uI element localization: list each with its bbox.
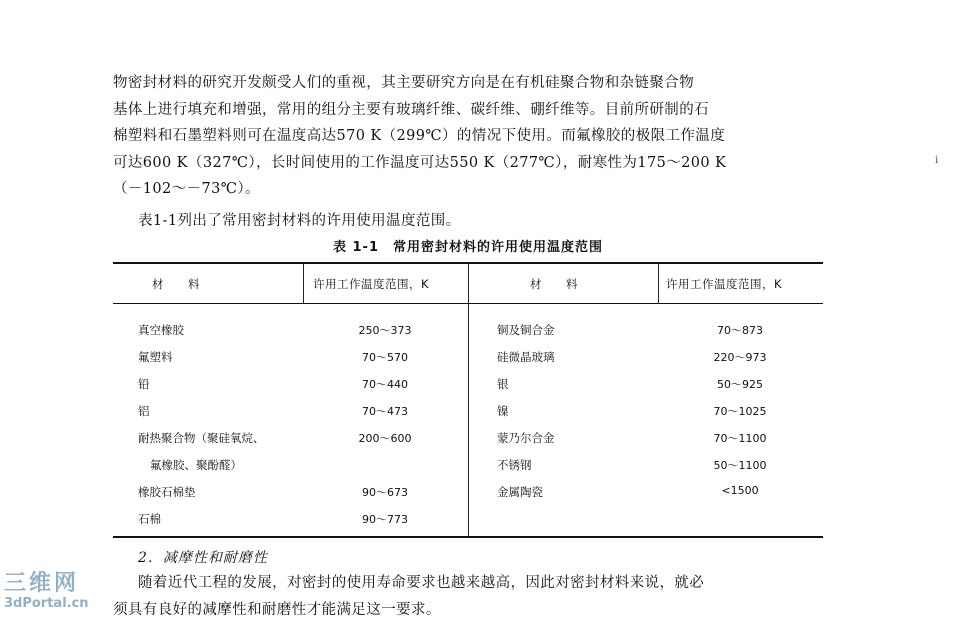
header-range-right: 许用工作温度范围，K	[666, 277, 783, 291]
table-cell-material: 金属陶瓷	[497, 485, 543, 499]
table-cell-range: 70～473	[362, 405, 408, 418]
column-divider	[658, 264, 659, 304]
center-divider	[468, 264, 469, 536]
paragraph-line: 须具有良好的减摩性和耐磨性才能满足这一要求。	[113, 601, 441, 618]
table-cell-range: 70～1100	[713, 432, 767, 445]
table-cell-material: 铝	[138, 404, 150, 418]
paragraph-line: 物密封材料的研究开发颇受人们的重视，其主要研究方向是在有机硅聚合物和杂链聚合物	[113, 75, 695, 91]
table-cell-range: 50～1100	[713, 459, 767, 472]
header-range-left: 许用工作温度范围，K	[313, 277, 430, 291]
watermark-title: 三维网	[4, 571, 80, 596]
table-cell-range: 70～1025	[713, 405, 767, 418]
table-cell-material: 镍	[497, 404, 509, 418]
table-cell-range: 70～570	[362, 351, 408, 364]
table-cell-range: 50～925	[717, 378, 763, 391]
table-cell-material: 铜及铜合金	[497, 323, 555, 337]
table-cell-material: 银	[497, 377, 509, 391]
section-heading: 2．减摩性和耐磨性	[138, 550, 268, 566]
header-material-left: 材 料	[152, 277, 200, 291]
paragraph-line: 基体上进行填充和增强，常用的组分主要有玻璃纤维、碳纤维、硼纤维等。目前所研制的石	[113, 101, 709, 118]
watermark-logo	[4, 572, 100, 612]
table-cell-range: 90～673	[362, 486, 408, 499]
table-cell-range: 70～873	[717, 324, 763, 337]
table-title: 表 1-1 常用密封材料的许用使用温度范围	[332, 240, 603, 255]
table-cell-range: 220～973	[713, 351, 767, 364]
paragraph-line: （－102～－73℃）。	[113, 181, 260, 197]
body-paragraph-1	[113, 70, 833, 203]
table-cell-material: 橡胶石棉垫	[138, 485, 196, 499]
table-cell-material: 氟橡胶、聚酚醛）	[150, 458, 242, 472]
body-paragraph-2: 表1-1列出了常用密封材料的许用使用温度范围。	[138, 213, 461, 229]
table-cell-range: <1500	[721, 484, 759, 497]
table-cell-material: 不锈钢	[497, 458, 532, 472]
table-cell-material: 铅	[138, 377, 150, 391]
table-cell-range: 250～373	[358, 324, 412, 337]
paragraph-line: 棉塑料和石墨塑料则可在温度高达570 K（299℃）的情况下使用。而氟橡胶的极限工作温度	[113, 128, 726, 144]
table-cell-range: 90～773	[362, 513, 408, 526]
table-cell-material: 蒙乃尔合金	[497, 431, 555, 445]
paragraph-line: 可达600 K（327℃），长时间使用的工作温度可达550 K（277℃），耐寒性为175～200 K	[113, 154, 727, 171]
table-cell-material: 耐热聚合物（聚硅氧烷、	[138, 431, 265, 445]
table-cell-range: 200～600	[358, 432, 412, 445]
table-cell-material: 硅微晶玻璃	[497, 350, 555, 364]
body-paragraph-3	[113, 570, 833, 623]
table-bottom-rule	[113, 536, 823, 538]
paragraph-line: 随着近代工程的发展，对密封的使用寿命要求也越来越高，因此对密封材料来说，就必	[138, 575, 705, 591]
column-divider	[303, 264, 304, 304]
watermark-url: 3dPortal.cn	[4, 596, 89, 611]
header-material-right: 材 料	[530, 277, 578, 291]
margin-mark: i	[935, 155, 939, 166]
table-cell-range: 70～440	[362, 378, 408, 391]
table-cell-material: 氟塑料	[138, 350, 173, 364]
table-cell-material: 真空橡胶	[138, 323, 184, 337]
table-cell-material: 石棉	[138, 512, 161, 526]
